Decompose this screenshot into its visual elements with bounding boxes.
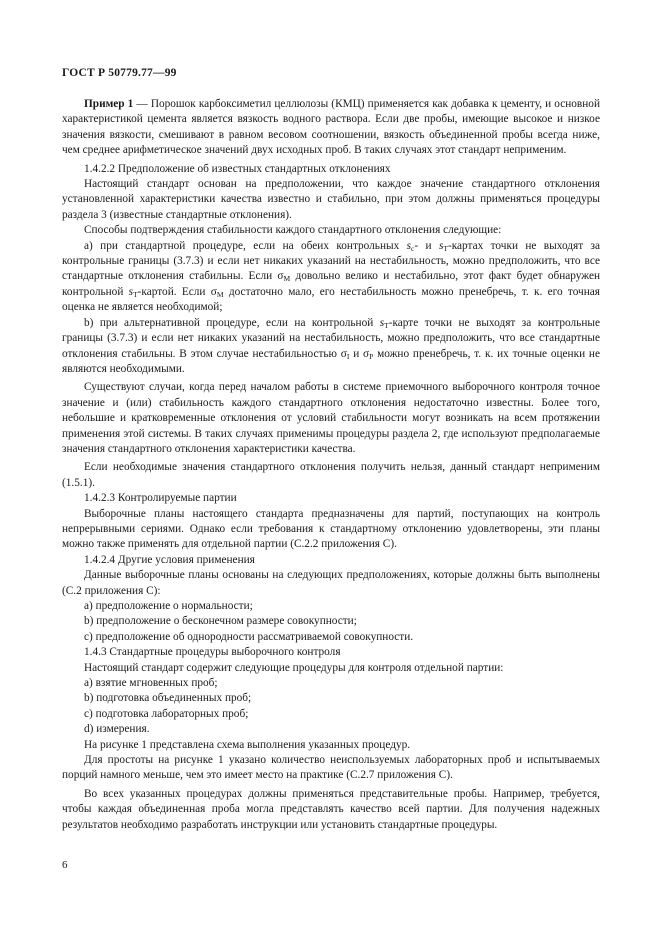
list-item-a: а) при стандартной процедуре, если на обеих контрольных $s_c-$ и $s_T$-картах точки не выходят за контрольные границы (3.7.3) и если нет никаких указаний на нестабильность, можно предположить, что все стандартные отклонения стабильны. Если $\sigma_M$ довольно велико и нестабильно, этот факт будет обнаружен контрольной $s_T$-картой. Если $\sigma_M$ достаточно мало, его нестабильность можно пренебречь, т. к. его точная оценка не является необходимой; xyxy=(62,239,600,314)
example-label: Пример 1 xyxy=(84,98,134,110)
paragraph: На рисунке 1 представлена схема выполнения указанных процедур. xyxy=(84,738,411,751)
paragraph: Данные выборочные планы основаны на следующих предположениях, которые должны быть выполнены (С.2 приложения С): xyxy=(62,569,600,597)
list-item: b) подготовка объединенных проб; xyxy=(84,692,252,705)
list-item: c) подготовка лабораторных проб; xyxy=(84,707,249,720)
paragraph: Если необходимые значения стандартного отклонения получить нельзя, данный стандарт неприменим (1.5.1). xyxy=(62,461,600,489)
list-item: а) взятие мгновенных проб; xyxy=(84,677,218,690)
list-item: b) предположение о бесконечном размере совокупности; xyxy=(84,615,357,628)
paragraph: Для простоты на рисунке 1 указано количество неиспользуемых лабораторных проб и испытываемых порций намного меньше, чем это имеет место на практике (С.2.7 приложения С). xyxy=(62,754,600,782)
paragraph: Существуют случаи, когда перед началом работы в системе приемочного выборочного контроля точное значение и (или) стабильность каждого стандартного отклонения недостаточно известны. Более того, небольшие и кратковременные отклонения от условий стабильности могут возникать на всем протяжении применения этой системы. В таких случаях применимы процедуры раздела 2, где используют предполагаемые значения стандартного отклонения характеристики качества. xyxy=(62,381,600,455)
list-item: d) измерения. xyxy=(84,723,150,736)
document-code: ГОСТ Р 50779.77—99 xyxy=(62,67,177,79)
paragraph: Выборочные планы настоящего стандарта предназначены для партий, поступающих на контроль непрерывными сериями. Однако если требования к стандартному отклонению удовлетворены, эти планы можно также применять для отдельной партии (С.2.2 приложения С). xyxy=(62,507,600,551)
section-heading-1-4-2-4: 1.4.2.4 Другие условия применения xyxy=(84,553,255,566)
list-item: c) предположение об однородности рассматриваемой совокупности. xyxy=(84,630,414,643)
section-heading-1-4-3: 1.4.3 Стандартные процедуры выборочного контроля xyxy=(84,646,341,659)
section-heading-1-4-2-2: 1.4.2.2 Предположение об известных стандартных отклонениях xyxy=(84,162,391,175)
list-item-b: b) при альтернативной процедуре, если на контрольной $s_T$-карте точки не выходят за контрольные границы (3.7.3) и если нет никаких указаний на нестабильность, можно предположить, что все стандартные отклонения стабильны. В этом случае нестабильностью $\sigma_I$ и $\sigma_P$ можно пренебречь, т. к. их точные оценки не являются необходимыми. xyxy=(62,316,600,375)
example-1: Пример 1 — Порошок карбоксиметил целлюлозы (КМЦ) применяется как добавка к цементу, и основной характеристикой цемента является вязкость водного раствора. Если две пробы, имеющие высокое и низкое значения вязкости, смешивают в равном весовом соотношении, вязкость объединенной пробы всегда ниже, чем среднее арифметическое значений двух исходных проб. В таких случаях этот стандарт неприменим. xyxy=(62,98,600,157)
list-item: а) предположение о нормальности; xyxy=(84,600,253,612)
paragraph: Настоящий стандарт основан на предположении, что каждое значение стандартного отклонения установленной характеристики качества известно и стабильно, при этом должны применяться процедуры раздела 3 (известные стандартные отклонения). xyxy=(62,178,600,221)
paragraph: Во всех указанных процедурах должны применяться представительные пробы. Например, требуется, чтобы каждая объединенная проба могла представлять качество всей партии. Для получения надежных результатов необходимо разработать инструкции или установить стандартные процедуры. xyxy=(62,787,600,831)
paragraph: Способы подтверждения стабильности каждого стандартного отклонения следующие: xyxy=(84,224,502,237)
page-number: 6 xyxy=(62,859,68,871)
paragraph: Настоящий стандарт содержит следующие процедуры для контроля отдельной партии: xyxy=(84,661,504,674)
body-text xyxy=(62,97,600,836)
section-heading-1-4-2-3: 1.4.2.3 Контролируемые партии xyxy=(84,492,237,505)
